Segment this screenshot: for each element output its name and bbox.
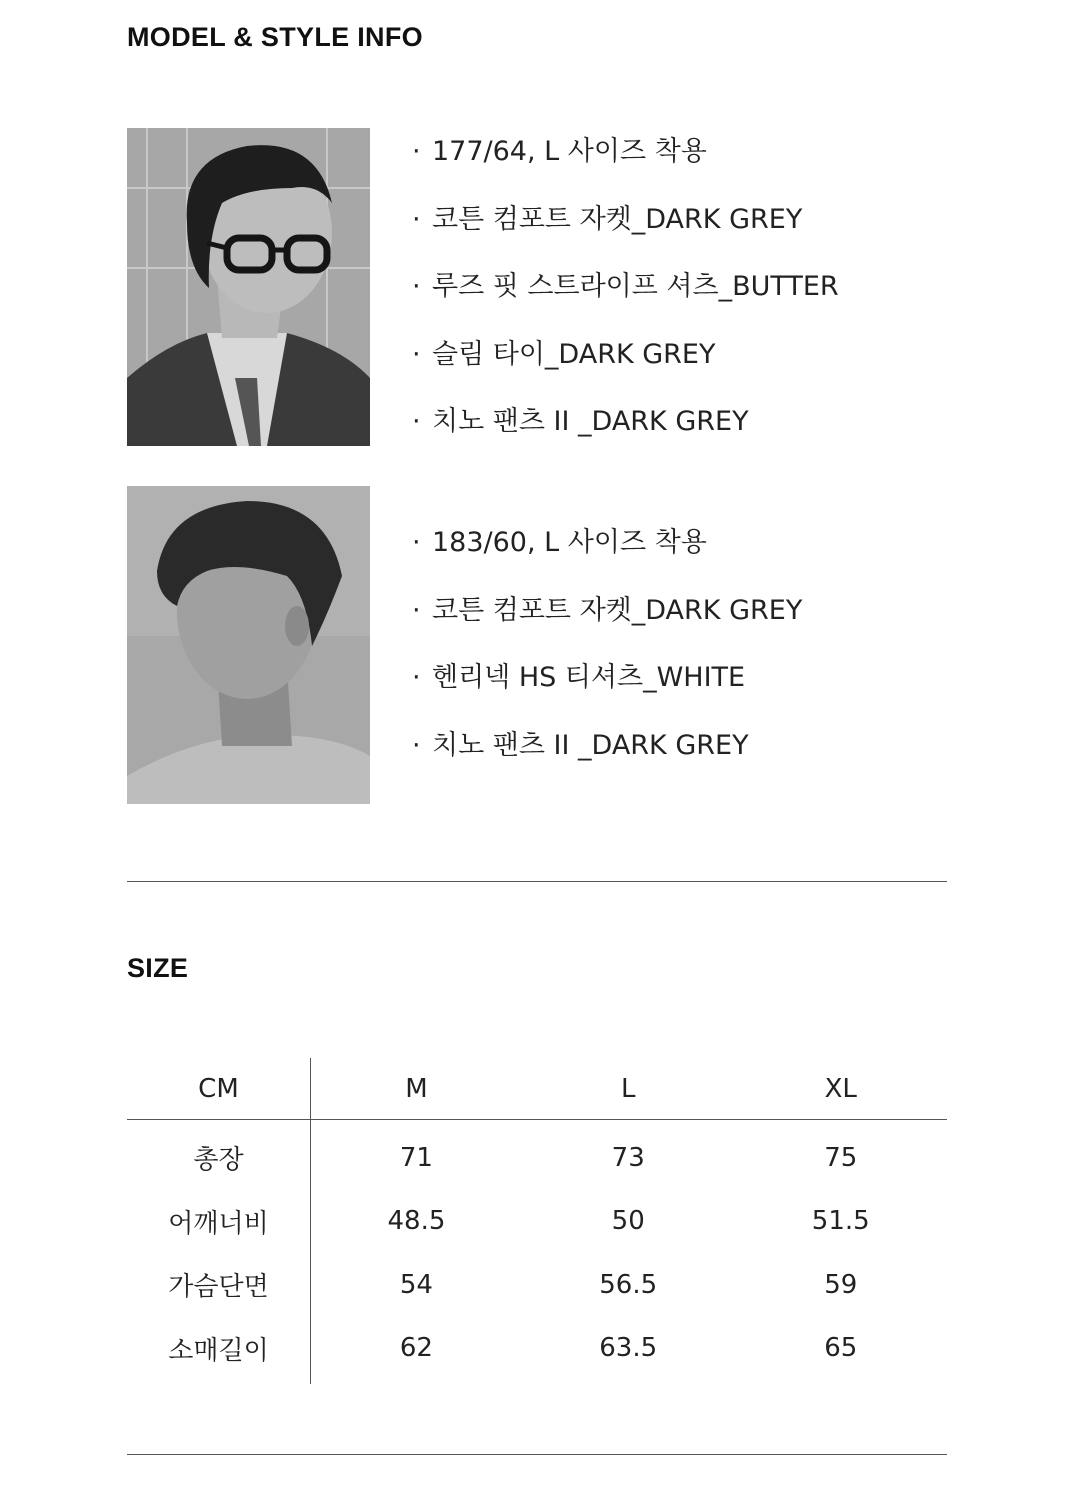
- row-label: 총장: [127, 1120, 310, 1190]
- section-divider: [127, 1454, 947, 1455]
- style-item: 슬림 타이_DARK GREY: [432, 338, 716, 370]
- bullet: ·: [412, 662, 421, 693]
- table-cell: 50: [611, 1206, 645, 1237]
- bullet: ·: [412, 203, 421, 235]
- bullet: ·: [412, 729, 421, 761]
- bullet: ·: [412, 527, 421, 558]
- table-cell: 65: [824, 1333, 858, 1364]
- bullet: ·: [412, 136, 421, 167]
- list-item: [412, 267, 839, 335]
- unit-header: CM: [127, 1058, 310, 1120]
- list-item: [412, 402, 839, 470]
- list-item: [412, 658, 802, 726]
- model-2-photo: [127, 486, 370, 804]
- list-item: [412, 523, 802, 591]
- section-divider: [127, 881, 947, 882]
- table-cell: 75: [824, 1142, 858, 1173]
- list-item: [412, 132, 839, 200]
- model-1-style-list: [412, 132, 839, 470]
- table-cell: 48.5: [387, 1206, 446, 1237]
- bullet: ·: [412, 406, 421, 437]
- table-row: [127, 1253, 947, 1317]
- size-header-l: L: [522, 1058, 735, 1120]
- bullet: ·: [412, 271, 421, 302]
- model-style-info-title: MODEL & STYLE INFO: [127, 22, 423, 52]
- list-item: [412, 726, 802, 794]
- table-cell: 63.5: [599, 1333, 658, 1364]
- style-item: 루즈 핏 스트라이프 셔츠_BUTTER: [432, 271, 839, 302]
- size-table: [127, 1058, 947, 1384]
- table-cell: 54: [399, 1269, 433, 1300]
- model-2-style-list: [412, 523, 802, 793]
- list-item: [412, 200, 839, 268]
- list-item: [412, 591, 802, 659]
- row-label: 소매길이: [127, 1317, 310, 1385]
- size-title: SIZE: [127, 953, 189, 983]
- table-cell: 59: [824, 1269, 858, 1300]
- size-header-xl: XL: [734, 1058, 947, 1120]
- table-cell: 73: [611, 1142, 645, 1173]
- table-cell: 56.5: [599, 1269, 658, 1300]
- size-header-m: M: [310, 1058, 522, 1120]
- style-item: 헨리넥 HS 티셔츠_WHITE: [432, 662, 746, 693]
- table-row: [127, 1317, 947, 1385]
- row-label: 어깨너비: [127, 1190, 310, 1254]
- style-item: 치노 팬츠 II _DARK GREY: [432, 729, 749, 761]
- model-1-photo: [127, 128, 370, 446]
- table-header-row: [127, 1058, 947, 1120]
- table-row: [127, 1120, 947, 1190]
- row-label: 가슴단면: [127, 1253, 310, 1317]
- style-item: 코튼 컴포트 자켓_DARK GREY: [432, 594, 803, 626]
- style-item: 치노 팬츠 II _DARK GREY: [432, 406, 749, 437]
- bullet: ·: [412, 594, 421, 626]
- bullet: ·: [412, 338, 421, 370]
- table-cell: 51.5: [811, 1206, 870, 1237]
- table-cell: 71: [399, 1142, 433, 1173]
- model-size-info: 183/60, L 사이즈 착용: [432, 527, 707, 558]
- table-cell: 62: [399, 1333, 433, 1364]
- model-size-info: 177/64, L 사이즈 착용: [432, 136, 707, 167]
- table-row: [127, 1190, 947, 1254]
- style-item: 코튼 컴포트 자켓_DARK GREY: [432, 203, 803, 235]
- list-item: [412, 335, 839, 403]
